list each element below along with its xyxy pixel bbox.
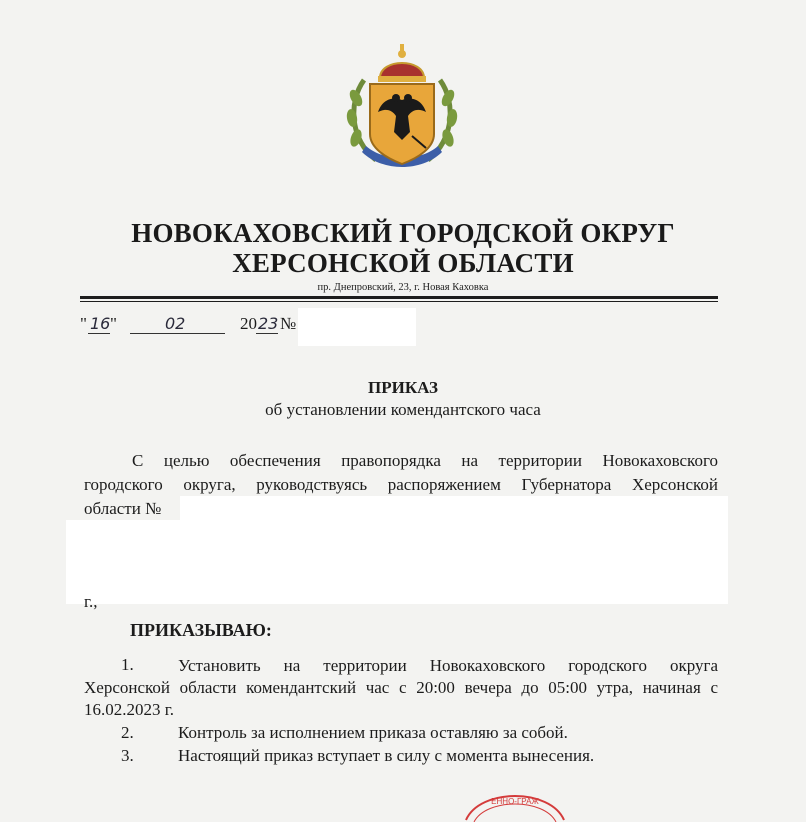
redacted-number [298,308,416,346]
decree-heading: ПРИКАЗЫВАЮ: [130,620,272,640]
item-3-number: 3. [121,746,134,765]
day-underline [88,333,110,334]
order-title: ПРИКАЗ [368,378,438,397]
item-2-number: 2. [121,723,134,742]
item-1-line3: 16.02.2023 г. [84,700,175,719]
date-quote-open: " [80,314,87,333]
preamble-line1: С целью обеспечения правопорядка на территории Новокаховского [132,451,718,470]
date-quote-close: " [110,314,117,333]
item-1-line1: Установить на территории Новокаховского городского округа [178,656,718,675]
item-1-line2: Херсонской области комендантский час с 20:00 вечера до 05:00 утра, начиная с [84,678,718,697]
item-2-text: Контроль за исполнением приказа оставляю за собой. [178,723,568,742]
order-subtitle: об установлении комендантского часа [265,400,541,419]
coat-of-arms-icon [342,40,462,176]
year-underline [256,333,278,334]
date-day: 16 [90,314,111,333]
header-rule-thick [80,296,718,299]
org-name-line1: НОВОКАХОВСКИЙ ГОРОДСКОЙ ОКРУГ [131,218,675,248]
preamble-line2: городского округа, руководствуясь распоряжением Губернатора Херсонской [84,475,718,494]
order-number-label: № [280,314,297,333]
date-year-suffix: 23 [258,314,279,333]
preamble-stray-text: г., [84,592,98,611]
seal-stamp-icon [460,782,570,822]
date-month: 02 [165,314,186,333]
org-name-line2: ХЕРСОНСКОЙ ОБЛАСТИ [232,248,574,278]
redacted-decree-ref [180,496,728,522]
item-1-text [84,655,718,721]
month-underline [130,333,225,334]
date-year-prefix: 20 [240,314,257,333]
header-rule-thin [80,301,718,302]
redacted-text-block [66,520,728,604]
preamble-line3: области № [84,499,162,518]
item-1-number: 1. [121,655,134,674]
org-address: пр. Днепровский, 23, г. Новая Каховка [317,282,489,293]
item-3-text: Настоящий приказ вступает в силу с момента вынесения. [178,746,595,765]
stamp-text: ЕННО-ГРАЖ [491,797,539,806]
